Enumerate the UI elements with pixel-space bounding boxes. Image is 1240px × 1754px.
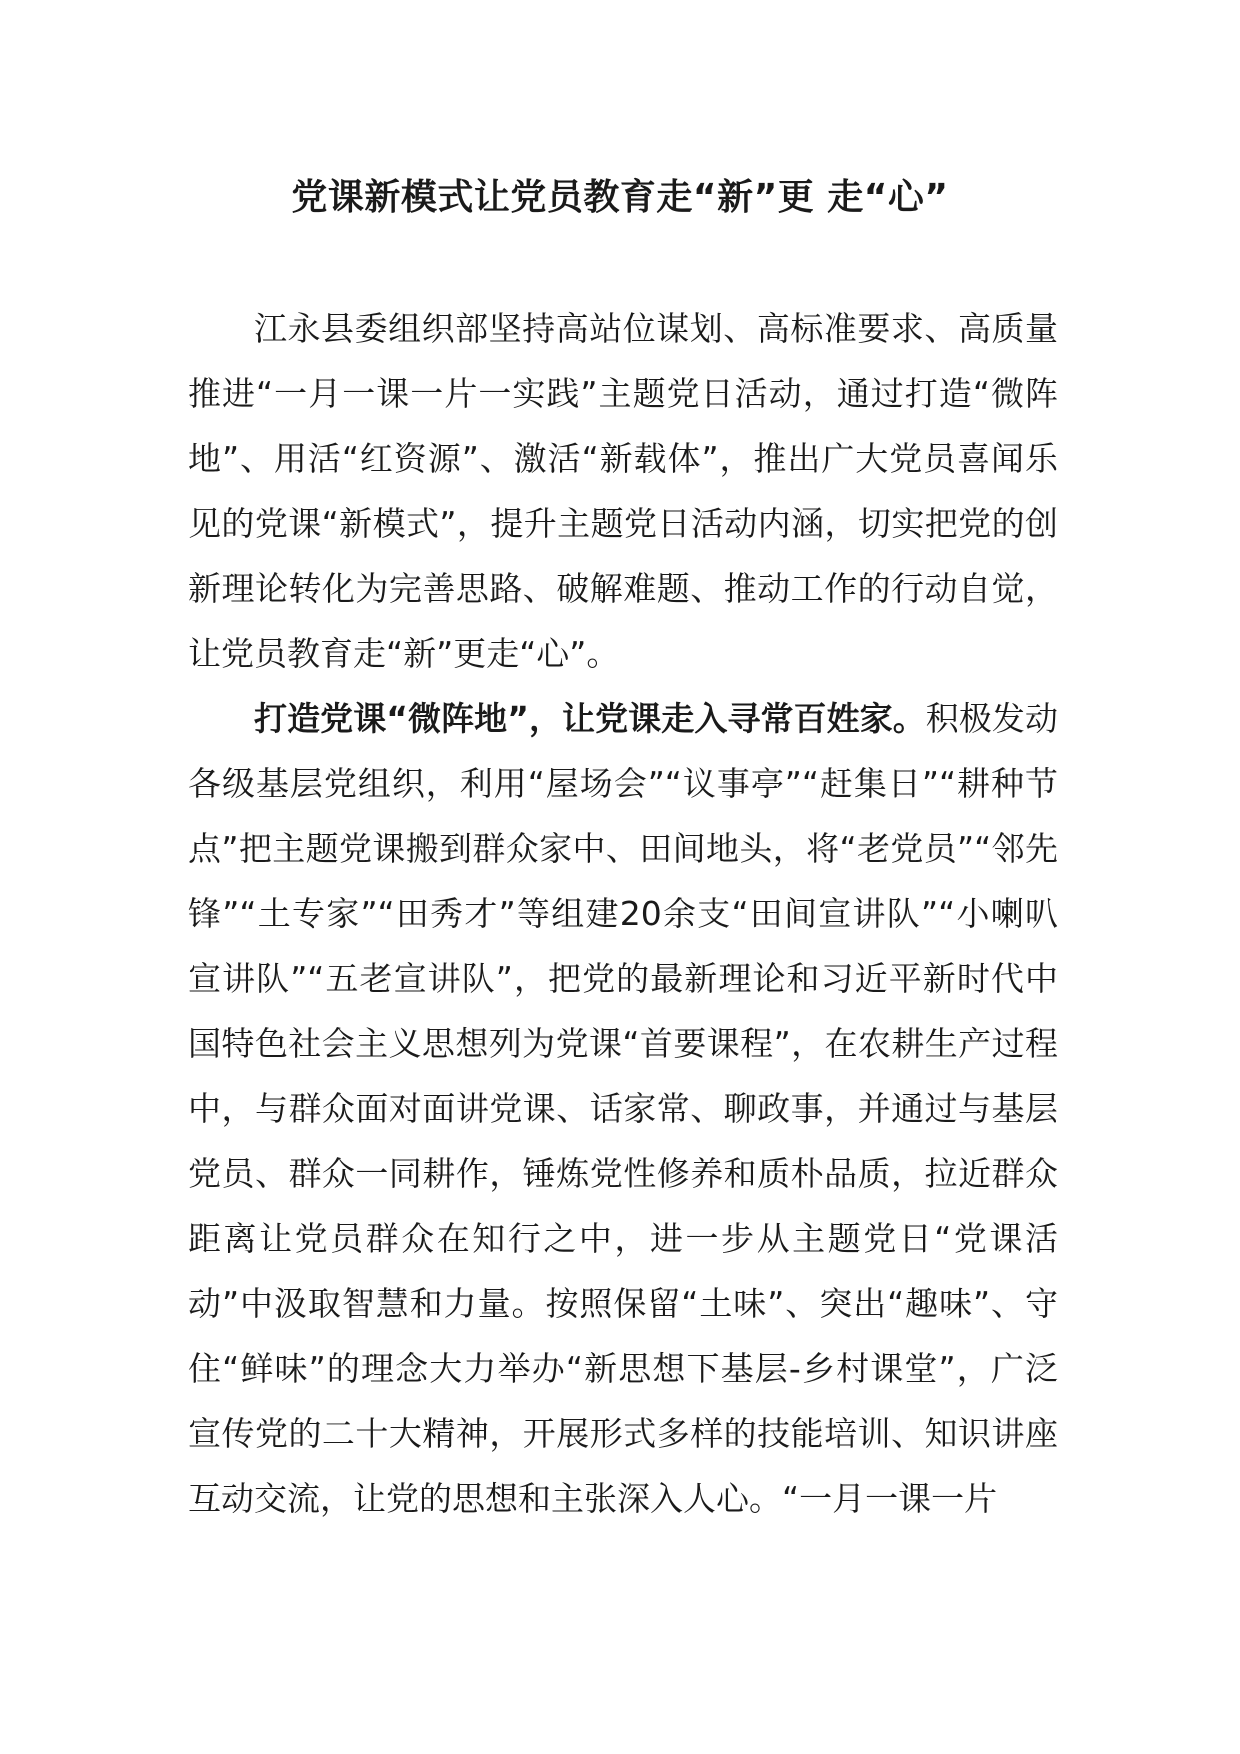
paragraph-section-1-text: 积极发动各级基层党组织，利用“屋场会”“议事亭”“赶集日”“耕种节点”把主题党课搬到群众家中、田间地头，将“老党员”“邻先锋”“土专家”“田秀才”等组建20余支“田间宣讲队”“小喇叭宣讲队”“五老宣讲队”，把党的最新理论和习近平新时代中国特色社会主义思想列为党课“首要课程”，在农耕生产过程中，与群众面对面讲党课、话家常、聊政事，并通过与基层党员、群众一同耕作，锤炼党性修养和质朴品质，拉近群众距离让党员群众在知行之中，进一步从主题党日“党课活动”中汲取智慧和力量。按照保留“土味”、突出“趣味”、守住“鲜味”的理念大力举办“新思想下基层-乡村课堂”，广泛宣传党的二十大精神，开展形式多样的技能培训、知识讲座互动交流，让党的思想和主张深入人心。“一月一课一片 [188, 699, 1058, 1518]
paragraph-section-1-heading: 打造党课“微阵地”，让党课走入寻常百姓家。 [254, 699, 926, 738]
document-title: 党课新模式让党员教育走“新”更 走“心” [291, 177, 949, 218]
paragraph-intro [188, 296, 1058, 686]
paragraph-section-1 [188, 686, 1058, 1531]
document-body [188, 296, 1058, 1531]
paragraph-intro-text: 江永县委组织部坚持高站位谋划、高标准要求、高质量推进“一月一课一片一实践”主题党日活动，通过打造“微阵地”、用活“红资源”、激活“新载体”，推出广大党员喜闻乐见的党课“新模式”，提升主题党日活动内涵，切实把党的创新理论转化为完善思路、破解难题、推动工作的行动自觉，让党员教育走“新”更走“心”。 [188, 309, 1058, 673]
